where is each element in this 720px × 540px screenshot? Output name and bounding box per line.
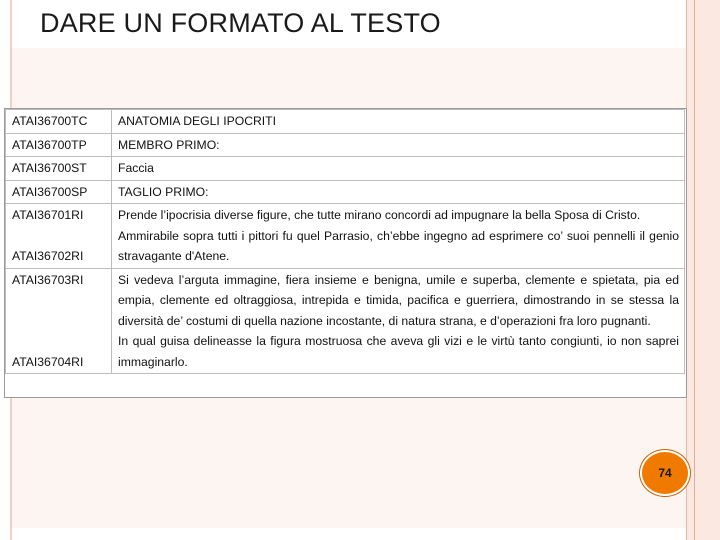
record-code: ATAI36700SP: [6, 180, 112, 204]
record-text: Faccia: [112, 157, 685, 181]
right-decorative-line: [694, 0, 695, 540]
page-number-badge: 74: [640, 450, 690, 496]
table-row: [6, 180, 685, 204]
record-text: MEMBRO PRIMO:: [112, 133, 685, 157]
record-text: ANATOMIA DEGLI IPOCRITI: [112, 110, 685, 134]
record-text: Prende l’ipocrisia diverse figure, che tutte mirano concordi ad impugnare la bella Sposa di Cristo.: [118, 208, 641, 222]
slide-title: DARE UN FORMATO AL TESTO: [40, 8, 441, 38]
document-table-image: [4, 108, 687, 398]
table-row: [6, 268, 685, 374]
record-code: ATAI36700TP: [6, 133, 112, 157]
record-text-cell: [112, 204, 685, 269]
table-row: [6, 133, 685, 157]
record-text: In qual guisa delineasse la figura mostruosa che aveva gli vizi e le virtù tanto congiunti, io non saprei immaginarlo.: [118, 334, 679, 369]
records-table: [5, 109, 685, 374]
record-text: TAGLIO PRIMO:: [112, 180, 685, 204]
record-code: ATAI36701RI: [12, 208, 84, 222]
table-row: [6, 204, 685, 269]
table-row: [6, 110, 685, 134]
right-decorative-band: [686, 0, 720, 540]
record-text: Ammirabile sopra tutti i pittori fu quel Parrasio, ch’ebbe ingegno ad esprimere co’ suoi pennelli il genio stravagante d'Atene.: [118, 228, 679, 263]
table-row: [6, 157, 685, 181]
record-text: Si vedeva l’arguta immagine, fiera insieme e benigna, umile e superba, clemente e spietata, pia ed empia, clemente ed oltraggiosa, intrepida e timida, pacifica e guerriera, dimostrando in se stessa la diversità de’ costumi di quella nazione incostante, di natura strana, e d’operazioni fra loro pugnanti.: [118, 272, 679, 328]
record-code: ATAI36702RI: [12, 249, 84, 263]
record-code-cell: [6, 204, 112, 269]
record-code: ATAI36703RI: [12, 272, 84, 287]
record-code: ATAI36704RI: [12, 354, 84, 369]
record-code-cell: [6, 268, 112, 374]
record-code: ATAI36700ST: [6, 157, 112, 181]
record-text-cell: [112, 268, 685, 374]
record-code: ATAI36700TC: [6, 110, 112, 134]
